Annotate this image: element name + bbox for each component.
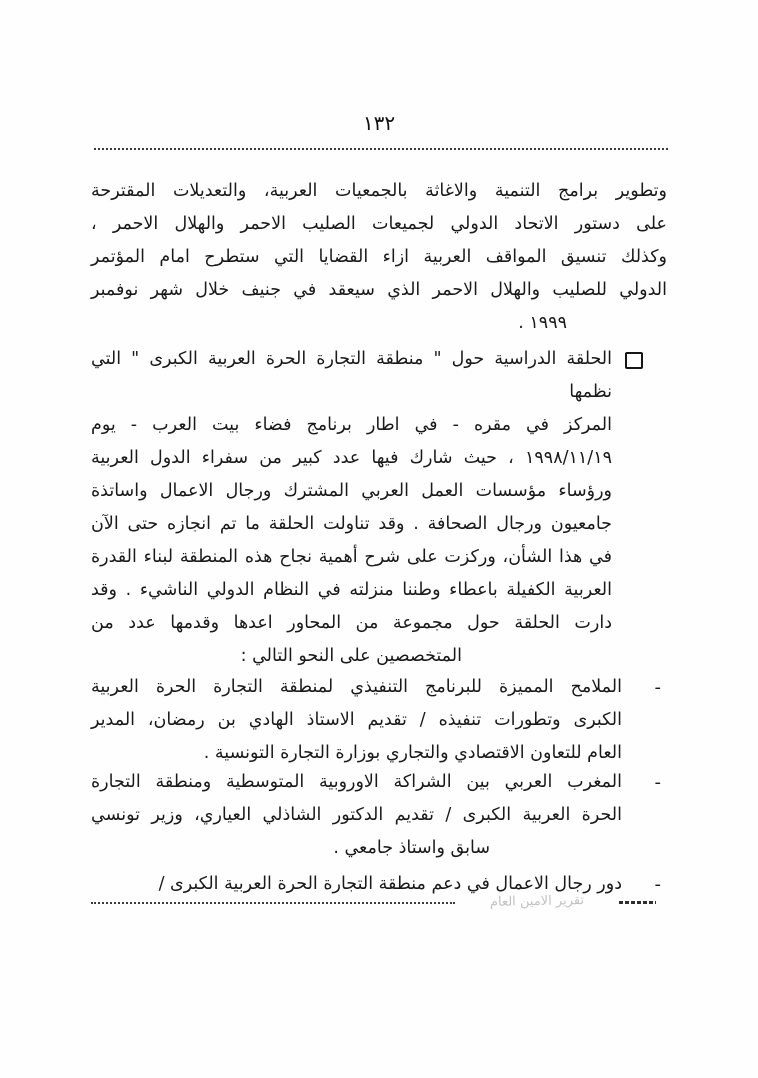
text-line: المركز في مقره - في اطار برنامج فضاء بيت العرب - يوم: [91, 415, 612, 435]
text-line: دور رجال الاعمال في دعم منطقة التجارة الحرة العربية الكبرى /: [158, 874, 622, 894]
text-line: الملامح المميزة للبرنامج التنفيذي لمنطقة التجارة الحرة العربية: [91, 677, 622, 697]
text-line: دارت الحلقة حول مجموعة من المحاور اعدها وقدمها عدد من: [91, 613, 612, 633]
text-line: ١٩٩٩ .: [518, 313, 567, 333]
text-line: الحلقة الدراسية حول " منطقة التجارة الحرة العربية الكبرى " التي نظمها: [91, 349, 612, 402]
top-dotted-rule: [94, 148, 668, 150]
seminar-bullet-paragraph: [91, 343, 667, 673]
page-footer: [91, 893, 667, 923]
footer-dotted-rule: [91, 902, 455, 904]
text-line: الدولي للصليب والهلال الاحمر الذي سيعقد في جنيف خلال شهر نوفمبر: [91, 280, 667, 300]
document-body: [91, 175, 667, 901]
text-line: العام للتعاون الاقتصادي والتجاري بوزارة التجارة التونسية .: [203, 743, 622, 763]
text-line: سابق واستاذ جامعي .: [333, 838, 490, 858]
text-line: المغرب العربي بين الشراكة الاوروبية المتوسطية ومنطقة التجارة: [91, 772, 622, 792]
dash-marker: -: [654, 874, 661, 895]
topic-dash-item: [91, 766, 667, 865]
text-line: العربية الكفيلة باعطاء وطننا منزلته في النظام الدولي الناشيء . وقد: [91, 580, 612, 600]
text-line: وكذلك تنسيق المواقف العربية ازاء القضايا التي ستطرح امام المؤتمر: [91, 247, 667, 267]
text-line: جامعيون ورجال الصحافة . وقد تناولت الحلقة ما تم انجازه حتى الآن: [91, 514, 612, 534]
text-line: في هذا الشأن، وركزت على شرح أهمية نجاح هذه المنطقة لبناء القدرة: [91, 547, 612, 567]
text-line: ١٩٩٨/١١/١٩ ، حيث شارك فيها عدد كبير من سفراء الدول العربية: [91, 448, 612, 468]
text-line: على دستور الاتحاد الدولي لجميعات الصليب الاحمر والهلال الاحمر ،: [91, 214, 667, 234]
topic-dash-item: [91, 671, 667, 770]
text-line: المتخصصين على النحو التالي :: [240, 646, 462, 666]
text-line: وتطوير برامج التنمية والاغاثة بالجمعيات العربية، والتعديلات المقترحة: [91, 181, 667, 201]
page-number: ١٣٢: [362, 111, 396, 135]
text-line: الحرة العربية الكبرى / تقديم الدكتور الشاذلي العياري، وزير تونسي: [91, 805, 622, 825]
handwritten-footer-note: تقرير الامين العام: [489, 893, 585, 910]
square-bullet-icon: [625, 352, 643, 369]
text-line: الكبرى وتطورات تنفيذه / تقديم الاستاذ الهادي بن رمضان، المدير: [91, 710, 622, 730]
text-line: ورؤساء مؤسسات العمل العربي المشترك ورجال الاعمال واساتذة: [91, 481, 612, 501]
intro-paragraph: [91, 175, 667, 340]
footer-dash-rule: [619, 901, 656, 904]
dash-marker: -: [654, 772, 661, 793]
dash-marker: -: [654, 677, 661, 698]
